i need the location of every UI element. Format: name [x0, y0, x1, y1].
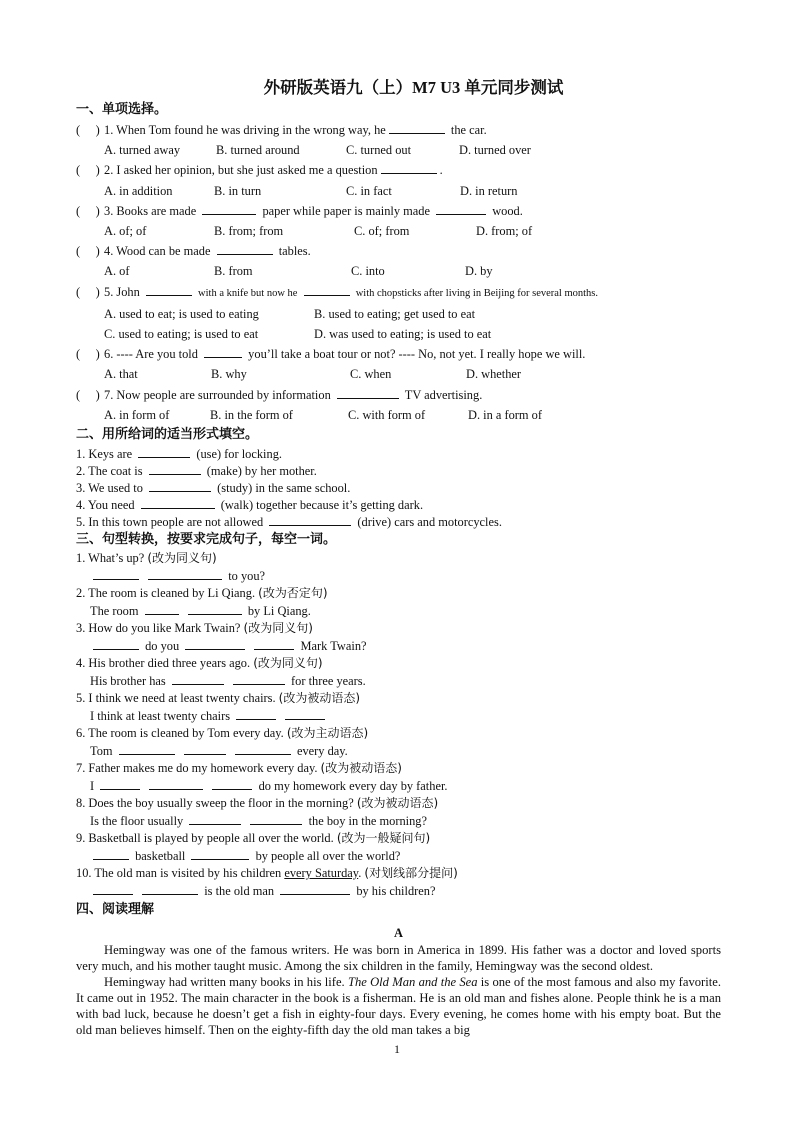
answer-blank	[217, 242, 273, 255]
option-c: C. with form of	[348, 407, 426, 422]
option-b: B. in turn	[214, 183, 262, 198]
option-d: D. by	[465, 264, 493, 279]
answer-blank	[250, 812, 302, 825]
answer-paren: ( )	[76, 347, 100, 362]
transform-question-10: 10. The old man is visited by his children every Saturday. (对划线部分提问)	[76, 866, 458, 881]
question-5: ( ) 5. John with a knife but now he with chopsticks after living in Beijing for several months.	[76, 282, 721, 304]
answer-blank	[304, 283, 350, 296]
answer-blank	[389, 121, 445, 134]
answer-blank	[93, 847, 129, 860]
page-title: 外研版英语九（上）M7 U3 单元同步测试	[263, 78, 564, 97]
transform-answer-3: do you Mark Twain?	[76, 637, 721, 655]
transform-question-6: 6. The room is cleaned by Tom every day. (改为主动语态)	[76, 726, 369, 741]
option-a: A. of; of	[104, 224, 147, 239]
option-c: C. used to eating; is used to eat	[104, 327, 259, 342]
answer-blank	[436, 202, 486, 215]
answer-blank	[146, 283, 192, 296]
option-d: D. turned over	[459, 143, 531, 158]
transform-answer-7: I do my homework every day by father.	[90, 779, 448, 794]
answer-blank	[145, 602, 179, 615]
answer-blank	[138, 445, 190, 458]
underlined-phrase: every Saturday	[284, 866, 359, 881]
passage-paragraph-1: Hemingway was one of the famous writers. He was born in America in 1899. His father was a doctor and loved sports very much, and his mother taught music. Among the six children in the family, Hemingway was the second oldest.	[76, 943, 721, 974]
transform-answer-2: The room by Li Qiang.	[90, 604, 311, 619]
transform-question-7: 7. Father makes me do my homework every day. (改为被动语态)	[76, 761, 402, 776]
option-b: B. in the form of	[210, 407, 293, 422]
answer-blank	[172, 672, 224, 685]
answer-blank	[184, 742, 226, 755]
answer-blank	[285, 707, 325, 720]
answer-blank	[204, 345, 242, 358]
option-a: A. in form of	[104, 407, 170, 422]
answer-blank	[149, 479, 211, 492]
passage-paragraph-2: Hemingway had written many books in his life. The Old Man and the Sea is one of the most famous and also my favorite. It came out in 1952. The main character in the book is a fisherman. He is an old man and fishes alone. People think he is a man with bad luck, because he doesn’t get a fish in eighty-four days. Every evening, he comes home with his empty boat. But the old man believes himself. Then on the eighty-fifth day the old man takes a big	[76, 975, 721, 1038]
option-d: D. in return	[460, 183, 518, 198]
transform-question-5: 5. I think we need at least twenty chairs. (改为被动语态)	[76, 691, 361, 706]
option-d: D. whether	[466, 367, 522, 382]
options-4	[76, 261, 721, 281]
transform-answer-5: I think at least twenty chairs	[76, 707, 721, 725]
answer-blank	[93, 637, 139, 650]
answer-blank	[185, 637, 245, 650]
option-c: C. into	[351, 264, 385, 279]
transform-question-8: 8. Does the boy usually sweep the floor in the morning? (改为被动语态)	[76, 796, 439, 811]
answer-blank	[142, 882, 198, 895]
page-number: 1	[394, 1042, 400, 1056]
option-b: B. turned around	[216, 143, 300, 158]
section-heading-2: 二、用所给词的适当形式填空。	[76, 427, 259, 443]
passage-label: A	[394, 926, 403, 941]
option-b: B. why	[211, 367, 247, 382]
options-6	[76, 364, 721, 384]
option-c: C. in fact	[346, 183, 392, 198]
transform-answer-9: basketball by people all over the world?	[76, 847, 721, 865]
question-7: ( ) 7. Now people are surrounded by information TV advertising.	[76, 385, 721, 405]
question-2: ( ) 2. I asked her opinion, but she just asked me a question .	[76, 160, 721, 180]
answer-blank	[149, 777, 203, 790]
option-b: B. from	[214, 264, 253, 279]
answer-blank	[93, 567, 139, 580]
answer-blank	[119, 742, 175, 755]
book-title: The Old Man and the Sea	[347, 975, 478, 990]
transform-question-3: 3. How do you like Mark Twain? (改为同义句)	[76, 621, 313, 636]
option-c: C. turned out	[346, 143, 412, 158]
answer-blank	[381, 161, 437, 174]
answer-paren: ( )	[76, 244, 100, 259]
option-b: B. from; from	[214, 224, 284, 239]
option-c: C. when	[350, 367, 392, 382]
answer-blank	[148, 567, 222, 580]
answer-blank	[233, 672, 285, 685]
options-5a	[76, 304, 721, 324]
question-3: ( ) 3. Books are made paper while paper is mainly made wood.	[76, 201, 721, 221]
fill-item-3: 3. We used to (study) in the same school.	[76, 481, 351, 496]
fill-item-5: 5. In this town people are not allowed (drive) cars and motorcycles.	[76, 515, 502, 530]
transform-question-1: 1. What’s up? (改为同义句)	[76, 551, 217, 566]
answer-paren: ( )	[76, 284, 100, 299]
answer-blank	[188, 602, 242, 615]
options-1	[76, 140, 721, 160]
answer-paren: ( )	[76, 123, 100, 137]
answer-blank	[189, 812, 241, 825]
transform-question-4: 4. His brother died three years ago. (改为同义句)	[76, 656, 323, 671]
answer-blank	[254, 637, 294, 650]
document-page	[76, 76, 721, 1038]
option-a: A. in addition	[104, 183, 173, 198]
answer-blank	[93, 882, 133, 895]
section-heading-1: 一、单项选择。	[76, 102, 168, 117]
answer-blank	[235, 742, 291, 755]
fill-item-1: 1. Keys are (use) for locking.	[76, 447, 282, 462]
option-a: A. used to eat; is used to eating	[104, 306, 259, 321]
answer-blank	[191, 847, 249, 860]
question-6: ( ) 6. ---- Are you told you’ll take a boat tour or not? ---- No, not yet. I really hope we will.	[76, 344, 721, 364]
answer-blank	[141, 496, 215, 509]
answer-paren: ( )	[76, 203, 100, 218]
answer-blank	[236, 707, 276, 720]
answer-blank	[280, 882, 350, 895]
answer-blank	[202, 202, 256, 215]
transform-answer-1: to you?	[76, 567, 721, 585]
answer-paren: ( )	[76, 387, 100, 402]
transform-answer-6: Tom every day.	[90, 744, 348, 759]
section-heading-4: 四、阅读理解	[76, 902, 155, 918]
option-d: D. was used to eating; is used to eat	[314, 327, 492, 342]
answer-blank	[212, 777, 252, 790]
option-a: A. that	[104, 367, 138, 382]
transform-answer-4: His brother has for three years.	[90, 674, 366, 689]
options-2	[76, 181, 721, 201]
section-heading-3: 三、句型转换，按要求完成句子，每空一词。	[76, 532, 337, 548]
answer-blank	[337, 386, 399, 399]
answer-paren: ( )	[76, 163, 100, 178]
option-a: A. of	[104, 264, 130, 279]
answer-blank	[100, 777, 140, 790]
transform-answer-10: is the old man by his children?	[76, 882, 721, 900]
options-7	[76, 405, 721, 425]
option-d: D. from; of	[476, 224, 533, 239]
answer-blank	[269, 513, 351, 526]
fill-item-4: 4. You need (walk) together because it’s getting dark.	[76, 498, 424, 513]
option-c: C. of; from	[354, 224, 410, 239]
fill-item-2: 2. The coat is (make) by her mother.	[76, 464, 317, 479]
question-1: ( ) 1. When Tom found he was driving in the wrong way, he the car.	[76, 120, 721, 140]
answer-blank	[149, 462, 201, 475]
options-3	[76, 221, 721, 241]
question-4: ( ) 4. Wood can be made tables.	[76, 241, 721, 261]
transform-question-2: 2. The room is cleaned by Li Qiang. (改为否定句)	[76, 586, 328, 601]
option-d: D. in a form of	[468, 407, 542, 422]
option-a: A. turned away	[104, 143, 181, 158]
option-b: B. used to eating; get used to eat	[314, 306, 476, 321]
transform-answer-8: Is the floor usually the boy in the morning?	[90, 814, 427, 829]
transform-question-9: 9. Basketball is played by people all over the world. (改为一般疑问句)	[76, 831, 431, 846]
options-5b	[76, 324, 721, 344]
